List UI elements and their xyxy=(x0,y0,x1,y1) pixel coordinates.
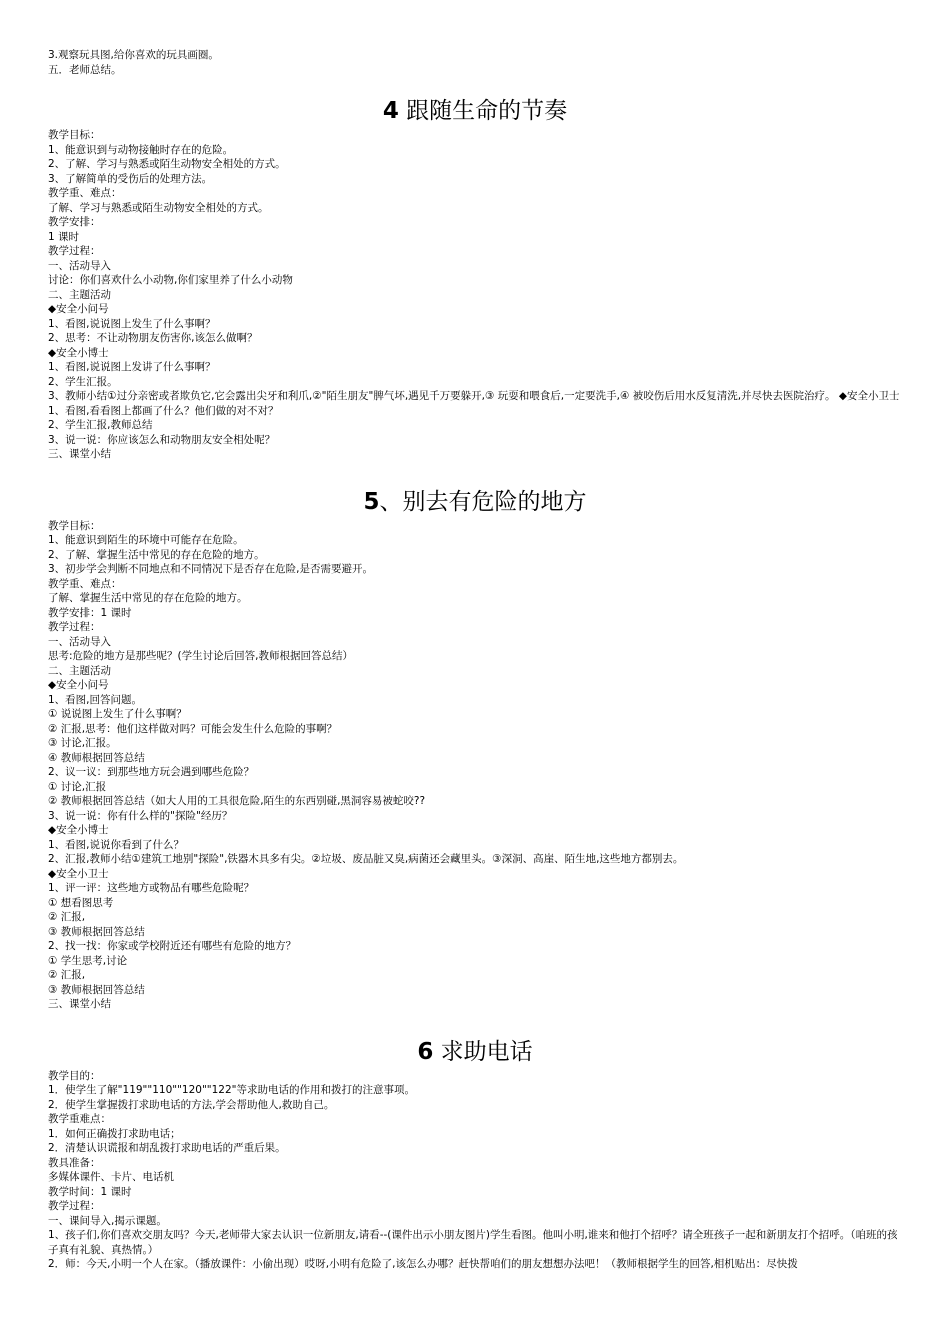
text-line: 1、能意识到陌生的环境中可能存在危险。 xyxy=(48,534,244,546)
text-line: 思考:危险的地方是那些呢？(学生讨论后回答,教师根据回答总结） xyxy=(48,650,353,662)
section-4 xyxy=(48,96,902,462)
text-line: 讨论：你们喜欢什么小动物,你们家里养了什么小动物 xyxy=(48,274,293,286)
text-line: ◆安全小博士 xyxy=(48,346,109,359)
section-title-text: 求助电话 xyxy=(433,1038,533,1065)
text-line: 教学时间：1 课时 xyxy=(48,1185,132,1198)
text-line: 1．如何正确拨打求助电话； xyxy=(48,1127,181,1140)
text-line: 一、课间导入,揭示课题。 xyxy=(48,1214,167,1227)
text-line: ◆安全小问号 xyxy=(48,679,109,691)
text-line: ② 汇报,思考：他们这样做对吗？可能会发生什么危险的事啊？ xyxy=(48,722,338,735)
section-title xyxy=(48,96,902,126)
section-body xyxy=(48,519,902,1012)
text-line: 1、能意识到与动物接触时存在的危险。 xyxy=(48,143,234,156)
section-number: 5 xyxy=(363,488,380,515)
intro-block xyxy=(48,48,902,77)
text-line: 3、初步学会判断不同地点和不同情况下是否存在危险,是否需要避开。 xyxy=(48,563,374,575)
text-line: ① 学生思考,讨论 xyxy=(48,954,128,967)
section-title-text: 跟随生命的节奏 xyxy=(398,98,568,124)
text-line: 1、孩子们,你们喜欢交朋友吗？今天,老师带大家去认识一位新朋友,请看--(课件出示小朋友图片)学生看图。他叫小明,谁来和他打个招呼？请全班孩子一起和新朋友打个招呼。（咱班的孩子真有礼貌、真热情。） xyxy=(48,1229,898,1256)
text-line: 3.观察玩具图,给你喜欢的玩具画圈。 xyxy=(48,49,219,61)
section-5 xyxy=(48,487,902,1012)
text-line: 教学安排： xyxy=(48,216,101,228)
text-line: 一、活动导入 xyxy=(48,635,111,648)
text-line: 教学过程： xyxy=(48,621,101,633)
text-line: 五．老师总结。 xyxy=(48,63,122,76)
text-line: 1、评一评：这些地方或物品有哪些危险呢？ xyxy=(48,882,255,894)
text-line: ③ 教师根据回答总结 xyxy=(48,983,145,996)
text-line: 1、看图,看看图上都画了什么？他们做的对不对？ xyxy=(48,404,279,417)
text-line: ② 汇报, xyxy=(48,911,86,923)
text-line: 3、了解简单的受伤后的处理方法。 xyxy=(48,172,213,185)
text-line: ① 说说图上发生了什么事啊？ xyxy=(48,708,187,720)
text-line: 2、了解、掌握生活中常见的存在危险的地方。 xyxy=(48,548,265,561)
text-line: 教学重难点： xyxy=(48,1113,111,1125)
text-line: ◆安全小博士 xyxy=(48,824,109,836)
section-body xyxy=(48,128,902,462)
text-line: 教学重、难点： xyxy=(48,577,122,590)
text-line: 1、看图,说说图上发讲了什么事啊？ xyxy=(48,361,216,373)
text-line: 1、看图,说说图上发生了什么事啊？ xyxy=(48,317,216,330)
text-line: 1 课时 xyxy=(48,230,80,243)
section-number: 6 xyxy=(417,1038,434,1065)
text-line: 二、主题活动 xyxy=(48,288,111,301)
text-line: 3、说一说：你应该怎么和动物朋友安全相处呢？ xyxy=(48,433,276,446)
text-line: ① 想看图思考 xyxy=(48,896,114,909)
section-title xyxy=(48,487,902,517)
text-line: 3、说一说：你有什么样的"探险"经历？ xyxy=(48,809,233,822)
text-line: 2、议一议：到那些地方玩会遇到哪些危险？ xyxy=(48,766,255,778)
text-line: ④ 教师根据回答总结 xyxy=(48,751,145,764)
text-line: 多媒体课件、卡片、电话机 xyxy=(48,1171,174,1183)
section-body xyxy=(48,1069,902,1272)
text-line: ◆安全小问号 xyxy=(48,303,109,315)
text-line: ③ 讨论,汇报。 xyxy=(48,737,117,749)
text-line: 1．使学生了解"119""110""120""122"等求助电话的作用和拨打的注意事项。 xyxy=(48,1084,415,1096)
text-line: ① 讨论,汇报 xyxy=(48,780,107,793)
text-line: 教具准备： xyxy=(48,1156,101,1169)
text-line: 2．师：今天,小明一个人在家。（播放课件：小偷出现）哎呀,小明有危险了,该怎么办哪？赶快帮咱们的朋友想想办法吧！（教师根据学生的回答,相机贴出：尽快拨 xyxy=(48,1258,798,1270)
text-line: 教学安排：1 课时 xyxy=(48,606,132,619)
text-line: 教学重、难点： xyxy=(48,187,122,199)
text-line: 2、学生汇报,教师总结 xyxy=(48,419,153,431)
text-line: 教学目的： xyxy=(48,1069,101,1082)
text-line: 1、看图,说说你看到了什么？ xyxy=(48,838,185,851)
text-line: 教学目标： xyxy=(48,519,101,532)
text-line: ② 教师根据回答总结（如大人用的工具很危险,陌生的东西别碰,黑洞容易被蛇咬?? xyxy=(48,795,426,807)
text-line: ③ 教师根据回答总结 xyxy=(48,925,145,938)
text-line: 2、学生汇报。 xyxy=(48,375,118,388)
text-line: 三、课堂小结 xyxy=(48,448,111,460)
text-line: 一、活动导入 xyxy=(48,259,111,272)
text-line: 教学目标： xyxy=(48,129,101,141)
section-6 xyxy=(48,1037,902,1272)
text-line: 2、找一找：你家或学校附近还有哪些有危险的地方？ xyxy=(48,940,297,952)
text-line: 2、汇报,教师小结①建筑工地别"探险",铁器木具多有尖。②垃圾、废品脏又臭,病菌还会藏里头。③深洞、高崖、陌生地,这些地方都别去。 xyxy=(48,853,684,865)
text-line: 教学过程： xyxy=(48,245,101,257)
text-line: 2．清楚认识谎报和胡乱拨打求助电话的严重后果。 xyxy=(48,1142,286,1154)
text-line: 3、教师小结①过分亲密或者欺负它,它会露出尖牙和利爪,②"陌生朋友"脾气坏,遇见千万要躲开,③ 玩耍和喂食后,一定要洗手,④ 被咬伤后用水反复清洗,并尽快去医院治疗。 ◆安全小卫士 xyxy=(48,390,900,402)
text-line: 三、课堂小结 xyxy=(48,998,111,1010)
text-line: 1、看图,回答问题。 xyxy=(48,693,143,706)
text-line: 教学过程： xyxy=(48,1200,101,1212)
text-line: 二、主题活动 xyxy=(48,664,111,677)
section-title-text: 、别去有危险的地方 xyxy=(379,488,587,515)
text-line: ◆安全小卫士 xyxy=(48,867,109,880)
section-number: 4 xyxy=(382,98,399,124)
text-line: 了解、掌握生活中常见的存在危险的地方。 xyxy=(48,592,248,604)
text-line: 了解、学习与熟悉或陌生动物安全相处的方式。 xyxy=(48,201,269,214)
text-line: 2、思考：不让动物朋友伤害你,该怎么做啊？ xyxy=(48,332,258,344)
text-line: 2．使学生掌握拨打求助电话的方法,学会帮助他人,救助自己。 xyxy=(48,1098,335,1111)
section-title xyxy=(48,1037,902,1067)
text-line: ② 汇报, xyxy=(48,969,86,981)
text-line: 2、了解、学习与熟悉或陌生动物安全相处的方式。 xyxy=(48,158,286,170)
